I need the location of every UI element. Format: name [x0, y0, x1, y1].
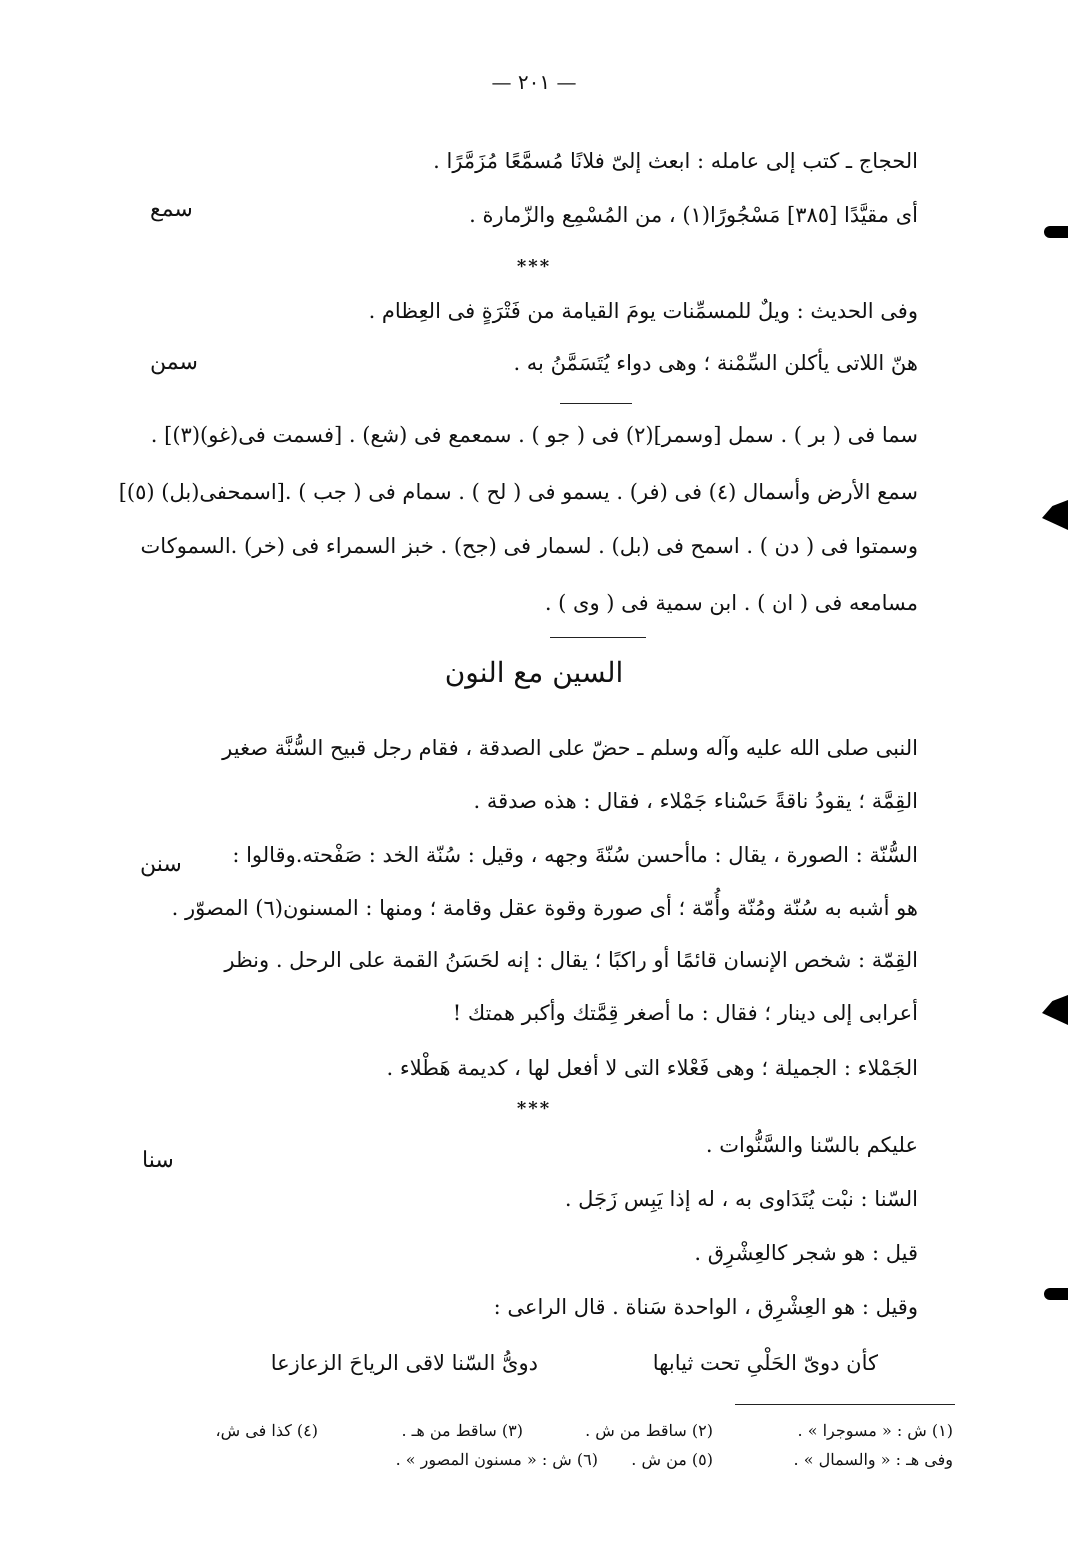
edge-mark	[1044, 226, 1068, 238]
cross-reference-line: مسامعه فى ( ان ) . ابن سمية فى ( وى ) .	[544, 591, 918, 615]
footnote-rule	[735, 1404, 955, 1405]
text-line: النبى صلى الله عليه وآله وسلم ـ حضّ على الصدقة ، فقام رجل قبيح السُّنَّة صغير	[222, 736, 918, 760]
text-line: الجَمْلاء : الجميلة ؛ وهى فَعْلاء التى لا أفعل لها ، كديمة هَطْلاء .	[386, 1056, 918, 1080]
cross-reference-line: سما فى ( بر ) . سمل [وسمر](٢) فى ( جو ) . سمعمع فى (شع) . [فسمت فى(غو)(٣)] .	[150, 423, 918, 447]
footnote: (٥) من ش .	[631, 1450, 713, 1469]
text-line: السُّنّة : الصورة ، يقال : ماأحسن سُنّةَ وجهه ، وقيل : سُنّة الخد : صَفْحته.وقالوا :	[232, 843, 918, 867]
text-line: أعرابى إلى دينار ؛ فقال : ما أصغر قِمَّتك وأكبر همتك !	[452, 1001, 918, 1025]
text-line: قيل : هو شجر كالعِشْرِق .	[694, 1241, 918, 1265]
cross-reference-line: سمع الأرض وأسمال (٤) فى (فر) . يسمو فى ( لح ) . سمام فى ( جب ) .[اسمحفى(بل) (٥)]	[118, 480, 918, 504]
short-rule	[560, 403, 632, 404]
footnote: (٣) ساقط من هـ .	[401, 1421, 523, 1440]
text-line: السّنا : نبْت يُتَدَاوى به ، له إذا يَبِس زَجَل .	[564, 1187, 918, 1211]
margin-keyword-sana: سنا	[142, 1148, 174, 1173]
edge-mark	[1042, 995, 1068, 1025]
text-line: هو أشبه به سُنّة ومُنّة وأُمّة ؛ أى صورة وقوة عقل وقامة ؛ ومنها : المسنون(٦) المصوّر .	[171, 896, 918, 920]
footnote: وفى هـ : « والسمال » .	[793, 1450, 953, 1469]
text-line: هنّ اللاتى يأكلن السِّمْنة ؛ وهى دواء يُتَسَمَّنُ به .	[513, 351, 918, 375]
section-rule	[550, 637, 646, 638]
text-line: القِمّة : شخص الإنسان قائمًا أو راكبًا ؛ يقال : إنه لحَسَنُ القمة على الرحل . ونظر	[224, 948, 918, 972]
text-line: القِمَّة ؛ يقودُ ناقةً حَسْناء جَمْلاء ، فقال : هذه صدقة .	[473, 789, 918, 813]
footnote: (٢) ساقط من ش .	[585, 1421, 713, 1440]
footnote: (٦) ش : « مسنون المصور » .	[395, 1450, 598, 1469]
text-line: عليكم بالسّنا والسَّنُّوات .	[705, 1133, 918, 1157]
margin-keyword-sam: سمع	[150, 197, 193, 222]
edge-mark	[1044, 1288, 1068, 1300]
text-line: وفى الحديث : ويلٌ للمسمِّنات يومَ القيامة من فَتْرَةٍ فى العِظام .	[368, 299, 918, 323]
page-number: — ٢٠١ —	[491, 70, 577, 94]
verse-first-hemistich: كأن دوىّ الحَلْىِ تحت ثيابها	[652, 1351, 878, 1375]
text-line: أى مقيَّدًا [٣٨٥] مَسْجُورًا(١) ، من المُسْمِع والزّمارة .	[469, 203, 918, 227]
text-line: وقيل : هو العِشْرِق ، الواحدة سَناة . قال الراعى :	[493, 1295, 918, 1319]
verse-second-hemistich: دوىُّ السّنا لاقى الرياحَ الزعازعا	[270, 1351, 538, 1375]
text-line: الحجاج ـ كتب إلى عامله : ابعث إلىّ فلانًا مُسمَّعًا مُزَمَّرًا .	[433, 149, 918, 173]
cross-reference-line: وسمتوا فى ( دن ) . اسمح فى (بل) . لسمار فى (جح) . خبز السمراء فى (خر) .السموكات	[140, 534, 918, 558]
footnote: (٤) كذا فى ش،	[215, 1421, 318, 1440]
section-separator-stars: ***	[516, 256, 552, 277]
section-separator-stars: ***	[516, 1098, 552, 1119]
footnote: (١) ش : « مسوجرا » .	[797, 1421, 953, 1440]
edge-mark	[1042, 500, 1068, 530]
margin-keyword-saman: سمن	[150, 350, 198, 375]
section-heading: السين مع النون	[444, 656, 624, 689]
margin-keyword-sanan: سنن	[140, 852, 182, 877]
